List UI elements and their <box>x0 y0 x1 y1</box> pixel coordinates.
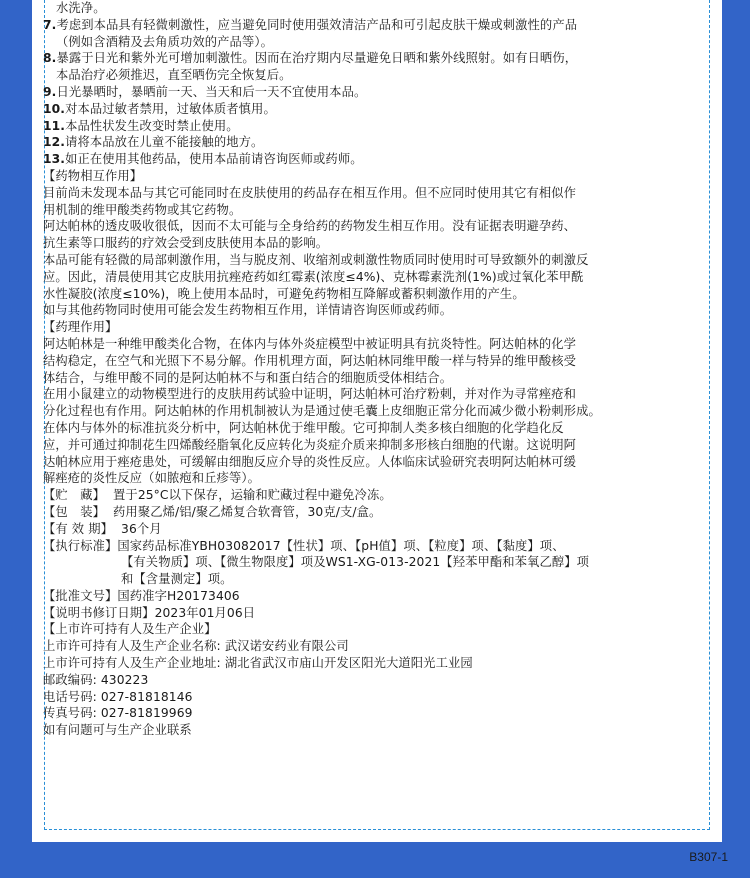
interaction-line: 水性凝胶(浓度≤10%)，晚上使用本品时，可避免药物相互降解或蓄积刺激作用的产生。 <box>43 286 525 301</box>
interaction-line: 应。因此，清晨使用其它皮肤用抗痤疮药如红霉素(浓度≤4%)、克林霉素洗剂(1%)或过氧化苯甲酰 <box>43 269 584 284</box>
zip-code: 430223 <box>100 672 149 687</box>
approval-row <box>43 588 683 605</box>
package-label: 【包 装】 <box>43 504 105 519</box>
revision-row <box>43 605 683 622</box>
pharmacology-line: 体结合，与维甲酸不同的是阿达帕林不与和蛋白结合的细胞质受体相结合。 <box>43 370 453 385</box>
pharmacology-line: 解痤疮的炎性反应（如脓疱和丘疹等）。 <box>43 471 260 486</box>
interaction-line: 抗生素等口服药的疗效会受到皮肤使用本品的影响。 <box>43 236 329 251</box>
interaction-line: 目前尚未发现本品与其它可能同时在皮肤使用的药品存在相互作用。但不应同时使用其它有相似作 <box>43 185 577 200</box>
pharmacology-line: 阿达帕林是一种维甲酸类化合物，在体内与体外炎症模型中被证明具有抗炎特性。阿达帕林的化学 <box>43 336 577 351</box>
phone-number: 027-81818146 <box>100 689 193 704</box>
document-code: B307-1 <box>689 850 728 864</box>
zip-row: 邮政编码: 430223 <box>43 672 149 687</box>
package-row <box>43 504 683 521</box>
interaction-line: 用机制的维甲酸类药物或其它药物。 <box>43 202 242 217</box>
pharmacology-heading: 【药理作用】 <box>43 320 118 335</box>
standard-line: 国家药品标准YBH03082017【性状】项、【pH值】项、【粒度】项、【黏度】项、 <box>117 538 565 553</box>
phone-row: 电话号码: 027-81818146 <box>43 689 193 704</box>
validity-value: 36个月 <box>121 521 162 536</box>
interaction-line: 如与其他药物同时使用可能会发生药物相互作用，详情请咨询医师或药师。 <box>43 303 453 318</box>
note-item: 12.请将本品放在儿童不能接触的地方。 <box>43 135 264 150</box>
interaction-line: 阿达帕林的透皮吸收很低，因而不太可能与全身给药的药物发生相互作用。没有证据表明避孕药、 <box>43 219 577 234</box>
storage-value: 置于25°C以下保存，运输和贮藏过程中避免冷冻。 <box>113 488 392 503</box>
holder-heading: 【上市许可持有人及生产企业】 <box>43 622 217 637</box>
package-value: 药用聚乙烯/铝/聚乙烯复合软膏管，30克/支/盒。 <box>113 504 382 519</box>
contact-note: 如有问题可与生产企业联系 <box>43 723 192 738</box>
note-item: 13.如正在使用其他药品，使用本品前请咨询医师或药师。 <box>43 152 363 167</box>
note-item: 11.本品性状发生改变时禁止使用。 <box>43 118 239 133</box>
validity-label: 【有 效 期】 <box>43 521 114 536</box>
notes-continuation: 水洗净。 <box>56 1 106 15</box>
cut-line-right <box>709 0 710 830</box>
holder-name: 武汉诺安药业有限公司 <box>224 639 349 654</box>
note-item: 9.日光暴晒时，暴晒前一天、当天和后一天不宜使用本品。 <box>43 84 367 99</box>
interaction-line: 本品可能有轻微的局部刺激作用，当与脱皮剂、收缩剂或刺激性物质同时使用时可导致额外的刺激反 <box>43 252 589 267</box>
standard-line: 【有关物质】项、【微生物限度】项及WS1-XG-013-2021【羟苯甲酯和苯氧乙醇】项 <box>121 555 590 570</box>
validity-row <box>43 521 683 538</box>
pharmacology-line: 分化过程也有作用。阿达帕林的作用机制被认为是通过使毛囊上皮细胞正常分化而减少微小粉刺形成。 <box>43 404 601 419</box>
holder-address: 湖北省武汉市庙山开发区阳光大道阳光工业园 <box>224 656 473 671</box>
cut-line-bottom <box>44 829 710 830</box>
pharmacology-line: 达帕林应用于痤疮患处，可缓解由细胞反应介导的炎性反应。人体临床试验研究表明阿达帕林可缓 <box>43 454 577 469</box>
storage-row <box>43 487 683 504</box>
approval-label: 【批准文号】 <box>43 588 118 603</box>
note-item: 10.对本品过敏者禁用，过敏体质者慎用。 <box>43 101 276 116</box>
pharmacology-line: 结构稳定，在空气和光照下不易分解。作用机理方面，阿达帕林同维甲酸一样与特异的维甲酸核受 <box>43 353 577 368</box>
pharmacology-line: 在体内与体外的标准抗炎分析中，阿达帕林优于维甲酸。它可抑制人类多核白细胞的化学趋化反 <box>43 420 564 435</box>
holder-name-row: 上市许可持有人及生产企业名称: 武汉诺安药业有限公司 <box>43 639 349 654</box>
fax-number: 027-81819969 <box>100 706 193 721</box>
note-item: 8.暴露于日光和紫外光可增加刺激性。因而在治疗期内尽量避免日晒和紫外线照射。如有日晒伤， 本品治疗必须推迟，直至晒伤完全恢复后。 <box>43 51 578 83</box>
interaction-heading: 【药物相互作用】 <box>43 168 143 183</box>
revision-value: 2023年01月06日 <box>154 605 256 620</box>
approval-value: 国药准字H20173406 <box>117 588 240 603</box>
pharmacology-line: 应，并可通过抑制花生四烯酸经脂氧化反应转化为炎症介质来抑制多形核白细胞的代谢。这说明阿 <box>43 437 577 452</box>
pharmacology-line: 在用小鼠建立的动物模型进行的皮肤用药试验中证明，阿达帕林可治疗粉刺，并对作为寻常痤疮和 <box>43 387 577 402</box>
note-item: 7.考虑到本品具有轻微刺激性，应当避免同时使用强效清洁产品和可引起皮肤干燥或刺激性的产品 （例如含酒精及去角质功效的产品等）。 <box>43 17 578 49</box>
fax-row: 传真号码: 027-81819969 <box>43 706 193 721</box>
standard-line: 和【含量测定】项。 <box>121 572 233 587</box>
holder-address-row: 上市许可持有人及生产企业地址: 湖北省武汉市庙山开发区阳光大道阳光工业园 <box>43 656 473 671</box>
standard-row <box>43 538 683 555</box>
standard-label: 【执行标准】 <box>43 538 118 553</box>
revision-label: 【说明书修订日期】 <box>43 605 155 620</box>
leaflet-content <box>43 0 683 739</box>
storage-label: 【贮 藏】 <box>43 488 105 503</box>
